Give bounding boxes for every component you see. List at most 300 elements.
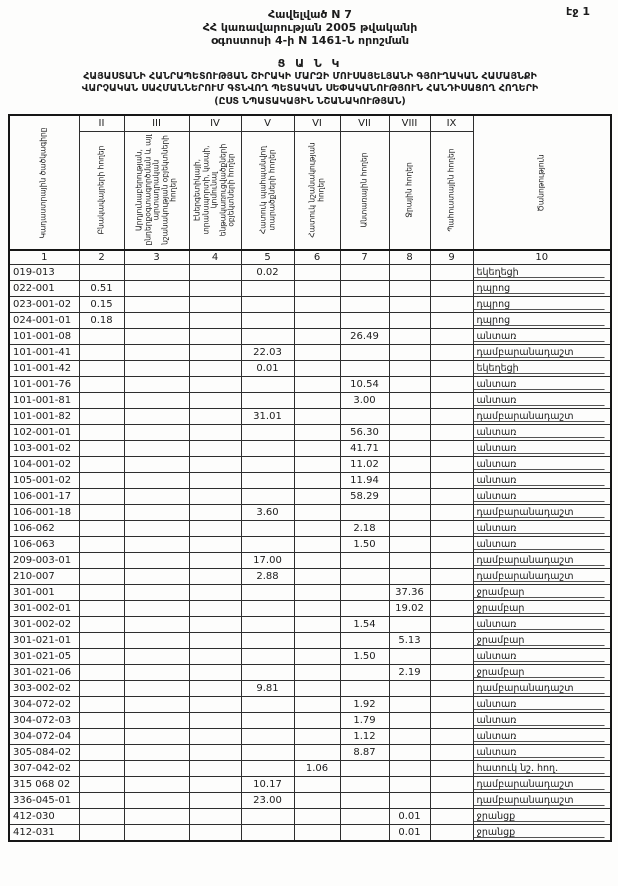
row-area-value: [189, 681, 241, 697]
row-cadastral-code: 101-001-08: [9, 329, 79, 345]
row-area-value: [389, 505, 430, 521]
row-cadastral-code: 412-030: [9, 809, 79, 825]
column-header-settlement-lands: [79, 131, 124, 250]
row-area-value: [124, 617, 189, 633]
row-area-value: [124, 585, 189, 601]
column-header-forest-lands: [340, 131, 389, 250]
row-area-value: [389, 649, 430, 665]
table-row: [9, 633, 611, 649]
row-area-value: [340, 681, 389, 697]
table-row: [9, 489, 611, 505]
table-row: [9, 793, 611, 809]
row-area-value: [79, 793, 124, 809]
table-row: [9, 649, 611, 665]
row-area-value: [241, 537, 294, 553]
row-area-value: [294, 345, 340, 361]
row-area-value: [294, 313, 340, 329]
row-area-value: [124, 809, 189, 825]
row-area-value: [389, 537, 430, 553]
table-row: [9, 345, 611, 361]
row-note: դպրոց: [473, 297, 611, 313]
row-area-value: [389, 345, 430, 361]
column-label: Էներգետիկայի, տրանսպորտի, կապի, կոմունալ ենթակառուցվածքների օբյեկտների հողեր: [192, 143, 236, 237]
row-area-value: [79, 425, 124, 441]
row-area-value: [294, 569, 340, 585]
row-cadastral-code: 105-001-02: [9, 473, 79, 489]
appendix-line: Հավելված N 7: [268, 8, 352, 21]
table-row: [9, 777, 611, 793]
table-row: [9, 281, 611, 297]
row-cadastral-code: 024-001-01: [9, 313, 79, 329]
row-area-value: 0.18: [79, 313, 124, 329]
row-area-value: [430, 313, 473, 329]
row-area-value: [124, 745, 189, 761]
row-area-value: [340, 665, 389, 681]
row-note: դպրոց: [473, 313, 611, 329]
appendix-reference: [8, 8, 612, 47]
row-area-value: [389, 425, 430, 441]
row-area-value: [389, 681, 430, 697]
row-area-value: [430, 473, 473, 489]
row-area-value: [294, 697, 340, 713]
row-area-value: 3.60: [241, 505, 294, 521]
row-area-value: [79, 745, 124, 761]
row-area-value: [124, 457, 189, 473]
row-area-value: [241, 633, 294, 649]
row-cadastral-code: 315 068 02: [9, 777, 79, 793]
row-area-value: [124, 265, 189, 281]
row-cadastral-code: 106-001-17: [9, 489, 79, 505]
row-area-value: [294, 617, 340, 633]
row-area-value: [189, 825, 241, 842]
row-area-value: 1.54: [340, 617, 389, 633]
row-area-value: [189, 425, 241, 441]
row-note: անտառ: [473, 425, 611, 441]
row-area-value: [340, 313, 389, 329]
row-area-value: [430, 569, 473, 585]
row-area-value: 0.15: [79, 297, 124, 313]
row-area-value: [294, 361, 340, 377]
table-row: [9, 521, 611, 537]
row-area-value: [340, 761, 389, 777]
row-area-value: [241, 281, 294, 297]
row-area-value: [340, 793, 389, 809]
row-area-value: [124, 409, 189, 425]
row-area-value: [124, 313, 189, 329]
row-cadastral-code: 103-001-02: [9, 441, 79, 457]
row-area-value: [189, 761, 241, 777]
row-area-value: [189, 777, 241, 793]
table-row: [9, 665, 611, 681]
row-area-value: [79, 409, 124, 425]
row-area-value: 23.00: [241, 793, 294, 809]
table-row: [9, 441, 611, 457]
row-area-value: [430, 681, 473, 697]
row-area-value: [340, 345, 389, 361]
row-area-value: [340, 809, 389, 825]
row-area-value: 0.01: [389, 825, 430, 842]
table-row: [9, 377, 611, 393]
row-note: ջրամբար: [473, 601, 611, 617]
row-area-value: [294, 793, 340, 809]
row-note: դամբարանադաշտ: [473, 681, 611, 697]
row-cadastral-code: 101-001-82: [9, 409, 79, 425]
table-row: [9, 745, 611, 761]
row-area-value: [340, 505, 389, 521]
row-area-value: [124, 633, 189, 649]
row-cadastral-code: 019-013: [9, 265, 79, 281]
row-area-value: [79, 553, 124, 569]
row-area-value: [189, 537, 241, 553]
row-area-value: 3.00: [340, 393, 389, 409]
row-area-value: [124, 473, 189, 489]
row-area-value: [241, 761, 294, 777]
row-area-value: [189, 393, 241, 409]
table-row: [9, 681, 611, 697]
row-area-value: [294, 329, 340, 345]
row-area-value: [340, 601, 389, 617]
row-note: դամբարանադաշտ: [473, 793, 611, 809]
row-note: անտառ: [473, 521, 611, 537]
row-area-value: [189, 713, 241, 729]
row-area-value: [430, 505, 473, 521]
row-area-value: 2.18: [340, 521, 389, 537]
row-area-value: [241, 329, 294, 345]
row-area-value: [189, 345, 241, 361]
row-area-value: [430, 617, 473, 633]
table-body: [9, 265, 611, 842]
row-area-value: [294, 393, 340, 409]
row-area-value: [340, 297, 389, 313]
column-label: Պահուստային հողեր: [446, 148, 456, 232]
row-area-value: [189, 281, 241, 297]
row-area-value: [294, 553, 340, 569]
row-cadastral-code: 301-021-05: [9, 649, 79, 665]
row-note: անտառ: [473, 713, 611, 729]
row-area-value: [430, 489, 473, 505]
column-index: 7: [340, 250, 389, 265]
column-index: 1: [9, 250, 79, 265]
row-area-value: 0.01: [241, 361, 294, 377]
row-area-value: [340, 281, 389, 297]
row-area-value: [189, 377, 241, 393]
row-area-value: [340, 409, 389, 425]
row-area-value: [389, 777, 430, 793]
row-area-value: [79, 585, 124, 601]
row-cadastral-code: 101-001-81: [9, 393, 79, 409]
row-cadastral-code: 304-072-02: [9, 697, 79, 713]
row-area-value: 9.81: [241, 681, 294, 697]
land-registry-table: [8, 114, 612, 842]
row-note: ջրամբար: [473, 585, 611, 601]
row-area-value: [79, 825, 124, 842]
row-area-value: 0.01: [389, 809, 430, 825]
column-header-water-lands: [389, 131, 430, 250]
row-note: եկեղեցի: [473, 361, 611, 377]
column-numeral: IV: [189, 115, 241, 131]
column-index: 4: [189, 250, 241, 265]
row-cadastral-code: 303-002-02: [9, 681, 79, 697]
row-area-value: [389, 473, 430, 489]
row-area-value: [389, 553, 430, 569]
row-area-value: [340, 265, 389, 281]
row-area-value: [389, 761, 430, 777]
row-area-value: [189, 665, 241, 681]
row-note: ջրանցք: [473, 825, 611, 842]
row-area-value: [241, 425, 294, 441]
row-area-value: [79, 473, 124, 489]
row-area-value: [430, 601, 473, 617]
row-cadastral-code: 301-002-01: [9, 601, 79, 617]
row-area-value: [124, 281, 189, 297]
row-cadastral-code: 102-001-01: [9, 425, 79, 441]
table-row: [9, 409, 611, 425]
row-area-value: [241, 457, 294, 473]
row-area-value: [124, 553, 189, 569]
row-area-value: 10.54: [340, 377, 389, 393]
row-area-value: [430, 745, 473, 761]
row-area-value: 11.94: [340, 473, 389, 489]
row-area-value: [79, 521, 124, 537]
row-area-value: [430, 697, 473, 713]
row-area-value: [124, 681, 189, 697]
row-note: դամբարանադաշտ: [473, 409, 611, 425]
row-area-value: [430, 297, 473, 313]
column-header-note: [473, 115, 611, 250]
row-area-value: [124, 777, 189, 793]
row-area-value: 22.03: [241, 345, 294, 361]
row-area-value: [389, 713, 430, 729]
row-area-value: 41.71: [340, 441, 389, 457]
row-area-value: 5.13: [389, 633, 430, 649]
row-area-value: [79, 761, 124, 777]
table-row: [9, 297, 611, 313]
row-area-value: [294, 457, 340, 473]
row-cadastral-code: 101-001-76: [9, 377, 79, 393]
row-area-value: [124, 761, 189, 777]
row-area-value: [79, 329, 124, 345]
row-area-value: [124, 649, 189, 665]
row-note: դամբարանադաշտ: [473, 777, 611, 793]
row-area-value: [430, 585, 473, 601]
column-label: Արդյունաբերության, ընդերքօգտագործման և այլ արտադրական նշանակության օբյեկտների հողեր: [134, 134, 178, 246]
row-area-value: [124, 361, 189, 377]
row-area-value: [294, 377, 340, 393]
row-area-value: [430, 729, 473, 745]
row-area-value: [241, 809, 294, 825]
row-area-value: [189, 809, 241, 825]
row-area-value: [79, 633, 124, 649]
row-area-value: [189, 297, 241, 313]
row-area-value: [241, 393, 294, 409]
row-area-value: [79, 393, 124, 409]
row-area-value: 1.50: [340, 649, 389, 665]
row-area-value: [79, 697, 124, 713]
row-area-value: [79, 617, 124, 633]
row-note: անտառ: [473, 441, 611, 457]
row-area-value: [389, 297, 430, 313]
document-title: [8, 58, 612, 108]
row-note: դամբարանադաշտ: [473, 505, 611, 521]
row-area-value: [294, 537, 340, 553]
row-area-value: 26.49: [340, 329, 389, 345]
row-area-value: [389, 745, 430, 761]
row-note: անտառ: [473, 473, 611, 489]
column-index: 8: [389, 250, 430, 265]
column-label: Հատուկ պահպանվող տարածքների հողեր: [257, 146, 276, 235]
row-area-value: 17.00: [241, 553, 294, 569]
table-row: [9, 569, 611, 585]
row-area-value: 37.36: [389, 585, 430, 601]
row-area-value: [430, 793, 473, 809]
table-row: [9, 553, 611, 569]
index-row: [9, 250, 611, 265]
row-area-value: [294, 489, 340, 505]
table-row: [9, 713, 611, 729]
row-area-value: [294, 777, 340, 793]
column-index: 3: [124, 250, 189, 265]
row-area-value: [124, 729, 189, 745]
row-area-value: [241, 585, 294, 601]
row-area-value: [189, 265, 241, 281]
row-area-value: [79, 345, 124, 361]
row-area-value: [189, 729, 241, 745]
row-area-value: [241, 745, 294, 761]
row-area-value: [294, 633, 340, 649]
column-numeral: II: [79, 115, 124, 131]
row-area-value: [241, 297, 294, 313]
row-cadastral-code: 307-042-02: [9, 761, 79, 777]
row-area-value: [189, 617, 241, 633]
row-area-value: [294, 409, 340, 425]
row-area-value: [79, 457, 124, 473]
row-area-value: [124, 793, 189, 809]
row-area-value: [294, 665, 340, 681]
row-area-value: [124, 489, 189, 505]
row-area-value: [389, 281, 430, 297]
row-area-value: [241, 665, 294, 681]
row-cadastral-code: 305-084-02: [9, 745, 79, 761]
row-area-value: [241, 729, 294, 745]
row-note: ջրանցք: [473, 809, 611, 825]
row-cadastral-code: 106-001-18: [9, 505, 79, 521]
row-area-value: [79, 505, 124, 521]
row-area-value: [294, 265, 340, 281]
row-area-value: [340, 361, 389, 377]
column-header-special-lands: [294, 131, 340, 250]
row-note: անտառ: [473, 457, 611, 473]
row-area-value: [124, 329, 189, 345]
row-cadastral-code: 301-021-01: [9, 633, 79, 649]
row-area-value: [124, 713, 189, 729]
row-area-value: [389, 329, 430, 345]
row-area-value: 8.87: [340, 745, 389, 761]
row-cadastral-code: 022-001: [9, 281, 79, 297]
row-area-value: [294, 713, 340, 729]
row-area-value: [124, 601, 189, 617]
row-area-value: [430, 361, 473, 377]
column-header-industrial-lands: [124, 131, 189, 250]
table-row: [9, 361, 611, 377]
row-area-value: [189, 441, 241, 457]
row-note: անտառ: [473, 393, 611, 409]
title-line: ՎԱՐՉԱԿԱՆ ՍԱՀՄԱՆՆԵՐՈՒՄ ԳՏՆՎՈՂ ՊԵՏԱԿԱՆ ՍԵՓԱԿԱՆՈՒԹՅՈՒՆ ՀԱՆԴԻՍԱՑՈՂ ՀՈՂԵՐԻ: [81, 83, 539, 94]
row-area-value: [79, 713, 124, 729]
column-label: Անտառային հողեր: [359, 152, 369, 228]
column-header-cadastral-code: [9, 115, 79, 250]
row-area-value: [389, 361, 430, 377]
row-area-value: [241, 697, 294, 713]
row-note: անտառ: [473, 537, 611, 553]
row-area-value: [294, 745, 340, 761]
row-area-value: [294, 729, 340, 745]
row-area-value: [79, 665, 124, 681]
row-area-value: [430, 409, 473, 425]
row-area-value: 2.88: [241, 569, 294, 585]
table-row: [9, 425, 611, 441]
row-area-value: [189, 745, 241, 761]
column-numeral: IX: [430, 115, 473, 131]
row-area-value: [294, 809, 340, 825]
row-area-value: [124, 345, 189, 361]
row-area-value: [340, 569, 389, 585]
row-area-value: [389, 441, 430, 457]
row-note: անտառ: [473, 649, 611, 665]
table-row: [9, 537, 611, 553]
row-area-value: [430, 393, 473, 409]
column-index: 6: [294, 250, 340, 265]
row-area-value: 1.12: [340, 729, 389, 745]
row-cadastral-code: 209-003-01: [9, 553, 79, 569]
column-numeral: VII: [340, 115, 389, 131]
row-note: հատուկ նշ. հող.: [473, 761, 611, 777]
row-area-value: [124, 697, 189, 713]
table-row: [9, 585, 611, 601]
row-area-value: [430, 537, 473, 553]
row-cadastral-code: 304-072-04: [9, 729, 79, 745]
row-area-value: [430, 633, 473, 649]
row-cadastral-code: 101-001-41: [9, 345, 79, 361]
row-area-value: [430, 441, 473, 457]
table-row: [9, 505, 611, 521]
row-area-value: [189, 697, 241, 713]
row-area-value: [189, 569, 241, 585]
row-area-value: [430, 713, 473, 729]
row-area-value: 11.02: [340, 457, 389, 473]
row-note: ջրամբար: [473, 665, 611, 681]
row-area-value: [430, 425, 473, 441]
row-area-value: 58.29: [340, 489, 389, 505]
column-numeral: VIII: [389, 115, 430, 131]
row-area-value: [294, 649, 340, 665]
page-number: էջ 1: [566, 5, 590, 18]
table-row: [9, 329, 611, 345]
row-note: անտառ: [473, 377, 611, 393]
row-area-value: [241, 601, 294, 617]
row-area-value: [241, 617, 294, 633]
row-area-value: [241, 649, 294, 665]
row-area-value: 2.19: [389, 665, 430, 681]
row-area-value: 0.51: [79, 281, 124, 297]
row-area-value: [430, 553, 473, 569]
row-area-value: [241, 441, 294, 457]
row-area-value: [189, 553, 241, 569]
row-area-value: [430, 345, 473, 361]
column-label: Հատուկ նշանակության հողեր: [307, 142, 325, 238]
row-area-value: [389, 377, 430, 393]
row-area-value: [124, 505, 189, 521]
column-index: 9: [430, 250, 473, 265]
